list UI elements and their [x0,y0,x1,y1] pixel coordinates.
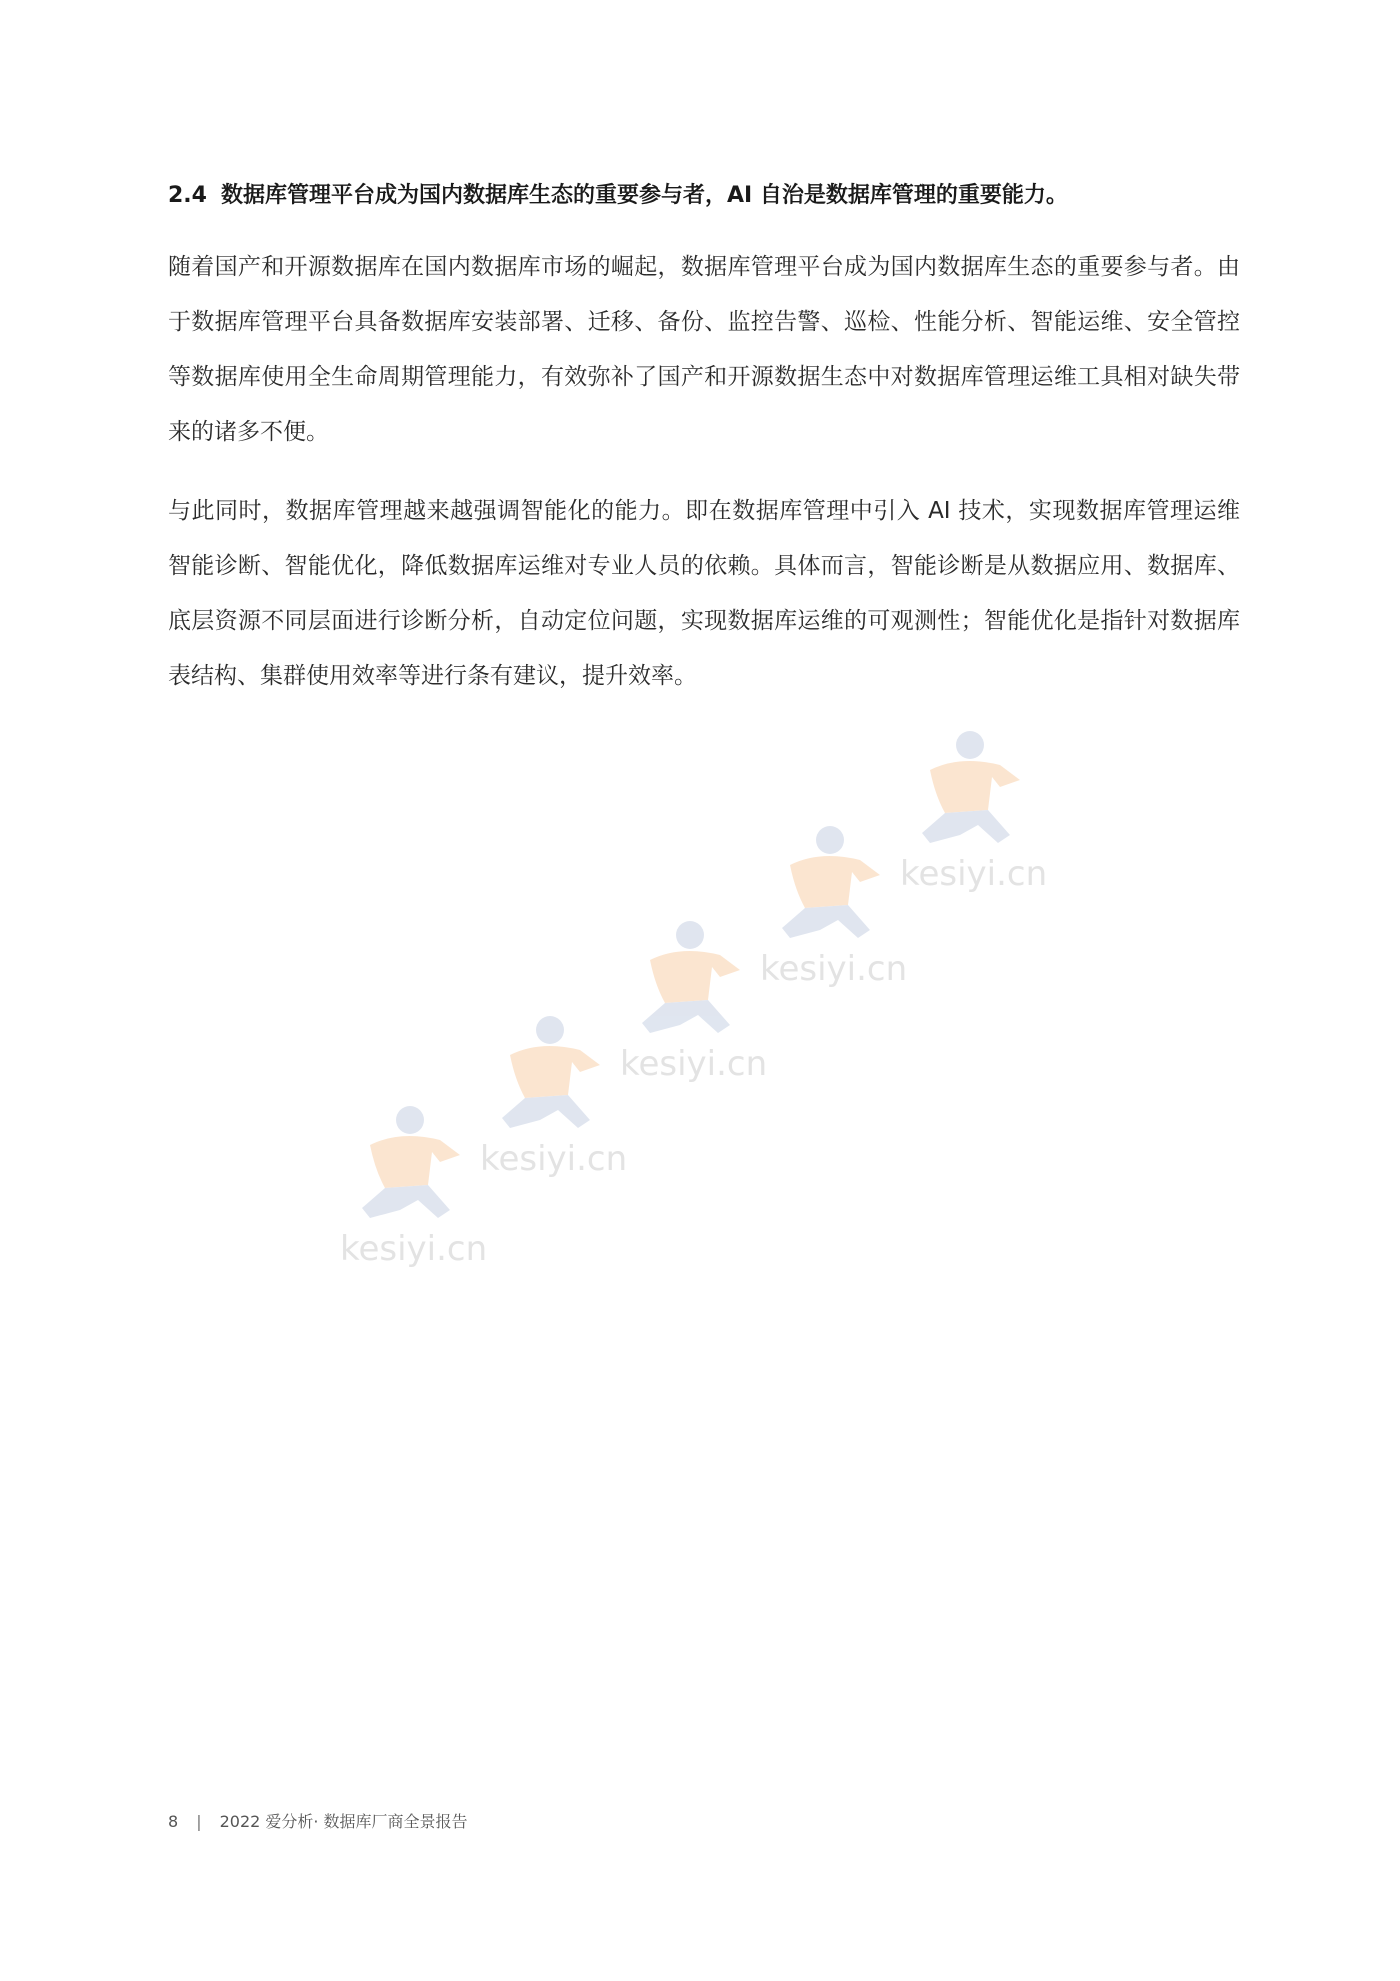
running-person-icon [642,921,740,1033]
section-title: 数据库管理平台成为国内数据库生态的重要参与者，AI 自治是数据库管理的重要能力。 [220,183,1068,208]
running-person-icon [362,1106,460,1218]
watermark-figure [620,921,767,1084]
running-person-icon [782,826,880,938]
page-number: 8 [168,1812,179,1831]
watermark-text: kesiyi.cn [900,854,1048,894]
footer-separator: | [196,1812,202,1831]
watermark-figure [900,731,1047,894]
report-title: 2022 爱分析· 数据库厂商全景报告 [219,1812,468,1831]
section-heading [168,174,1240,218]
watermark-text: kesiyi.cn [760,949,908,989]
watermark-text: kesiyi.cn [620,1044,768,1084]
main-content [168,174,1240,728]
paragraph-2: 与此同时，数据库管理越来越强调智能化的能力。即在数据库管理中引入 AI 技术，实现数据库管理运维智能诊断、智能优化，降低数据库运维对专业人员的依赖。具体而言，智能诊断是从数据应用、数据库、底层资源不同层面进行诊断分析，自动定位问题，实现数据库运维的可观测性；智能优化是指针对数据库表结构、集群使用效率等进行条有建议，提升效率。 [168,498,1240,689]
section-number: 2.4 [168,183,207,208]
watermark-text: kesiyi.cn [480,1139,628,1179]
watermark-text: kesiyi.cn [340,1229,488,1269]
watermark [340,700,1100,1280]
paragraph-1: 随着国产和开源数据库在国内数据库市场的崛起，数据库管理平台成为国内数据库生态的重要参与者。由于数据库管理平台具备数据库安装部署、迁移、备份、监控告警、巡检、性能分析、智能运维、安全管控等数据库使用全生命周期管理能力，有效弥补了国产和开源数据生态中对数据库管理运维工具相对缺失带来的诸多不便。 [168,254,1240,445]
watermark-figure [480,1016,627,1179]
page-footer [168,1810,468,1834]
running-person-icon [502,1016,600,1128]
watermark-figure [340,1106,487,1269]
watermark-figure [760,826,907,989]
running-person-icon [922,731,1020,843]
